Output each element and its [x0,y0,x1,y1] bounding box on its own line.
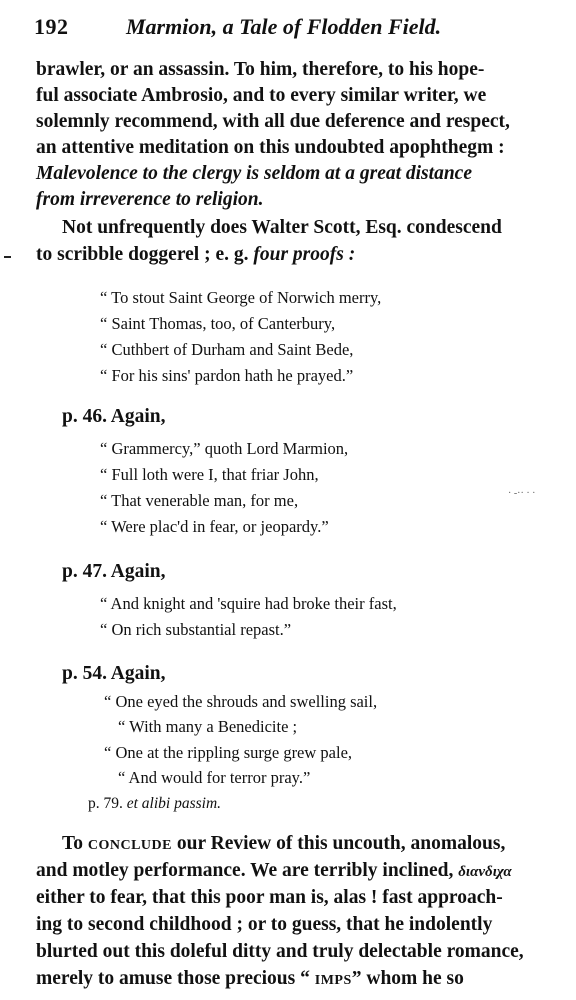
apophthegm-line: Malevolence to the clergy is seldom at a great distance [36,163,472,184]
verse-line: “ With many a Benedicite ; [118,717,298,736]
apophthegm-line: from irreverence to religion. [36,189,264,210]
verse-line: “ Full loth were I, that friar John, [100,465,319,484]
verse-line: “ One at the rippling surge grew pale, [104,743,353,762]
text-line [36,861,512,881]
text-line [36,245,355,265]
text-line: ing to second childhood ; or to guess, that he indolently [36,914,493,935]
verse-line: “ Were plac'd in fear, or jeopardy.” [100,517,329,536]
text-span: merely to amuse those precious “ [36,968,315,989]
text-line: either to fear, that this poor man is, alas ! fast approach- [36,887,503,908]
page-reference [88,796,221,812]
greek-word: διανδιχα [458,864,512,880]
text-line: solemnly recommend, with all due deference and respect, [36,111,510,132]
text-span: our Review of this uncouth, anomalous, [171,833,506,854]
verse-line: “ On rich substantial repast.” [100,620,292,639]
text-span: to scribble doggerel ; e. g. [36,244,254,265]
verse-line: “ One eyed the shrouds and swelling sail, [104,692,378,711]
text-line [62,834,505,854]
verse-line: “ Cuthbert of Durham and Saint Bede, [100,340,354,359]
text-line: ful associate Ambrosio, and to every similar writer, we [36,85,487,106]
italic-span: four proofs : [253,244,356,265]
small-caps-span: conclude [87,833,172,854]
margin-mark [4,256,11,258]
verse-line: “ To stout Saint George of Norwich merry, [100,288,382,307]
text-line [36,969,464,989]
text-line: an attentive meditation on this undoubted apophthegm : [36,137,505,158]
verse-line: “ And would for terror pray.” [118,768,311,787]
page-reference: p. 54. Again, [62,663,166,684]
italic-span: et alibi passim. [126,795,222,812]
page-reference: p. 47. Again, [62,561,166,582]
text-line: blurted out this doleful ditty and truly delectable romance, [36,941,524,962]
page-reference: p. 46. Again, [62,406,166,427]
page-header [34,14,554,44]
page-number: 192 [34,14,69,39]
small-caps-span: imps [314,968,352,989]
scan-speck: · -·· · · [508,488,536,499]
verse-line: “ That venerable man, for me, [100,491,299,510]
text-span: p. 79. [88,795,127,812]
running-title: Marmion, a Tale of Flodden Field. [126,14,442,39]
verse-line: “ For his sins' pardon hath he prayed.” [100,366,354,385]
text-span: ” whom he so [351,968,464,989]
text-line: Not unfrequently does Walter Scott, Esq. condescend [62,217,502,238]
verse-line: “ And knight and 'squire had broke their fast, [100,594,397,613]
text-span: and motley performance. We are terribly inclined, [36,860,459,881]
text-span: To [62,833,88,854]
verse-line: “ Grammercy,” quoth Lord Marmion, [100,439,349,458]
text-line: brawler, or an assassin. To him, therefore, to his hope- [36,59,485,80]
verse-line: “ Saint Thomas, too, of Canterbury, [100,314,336,333]
